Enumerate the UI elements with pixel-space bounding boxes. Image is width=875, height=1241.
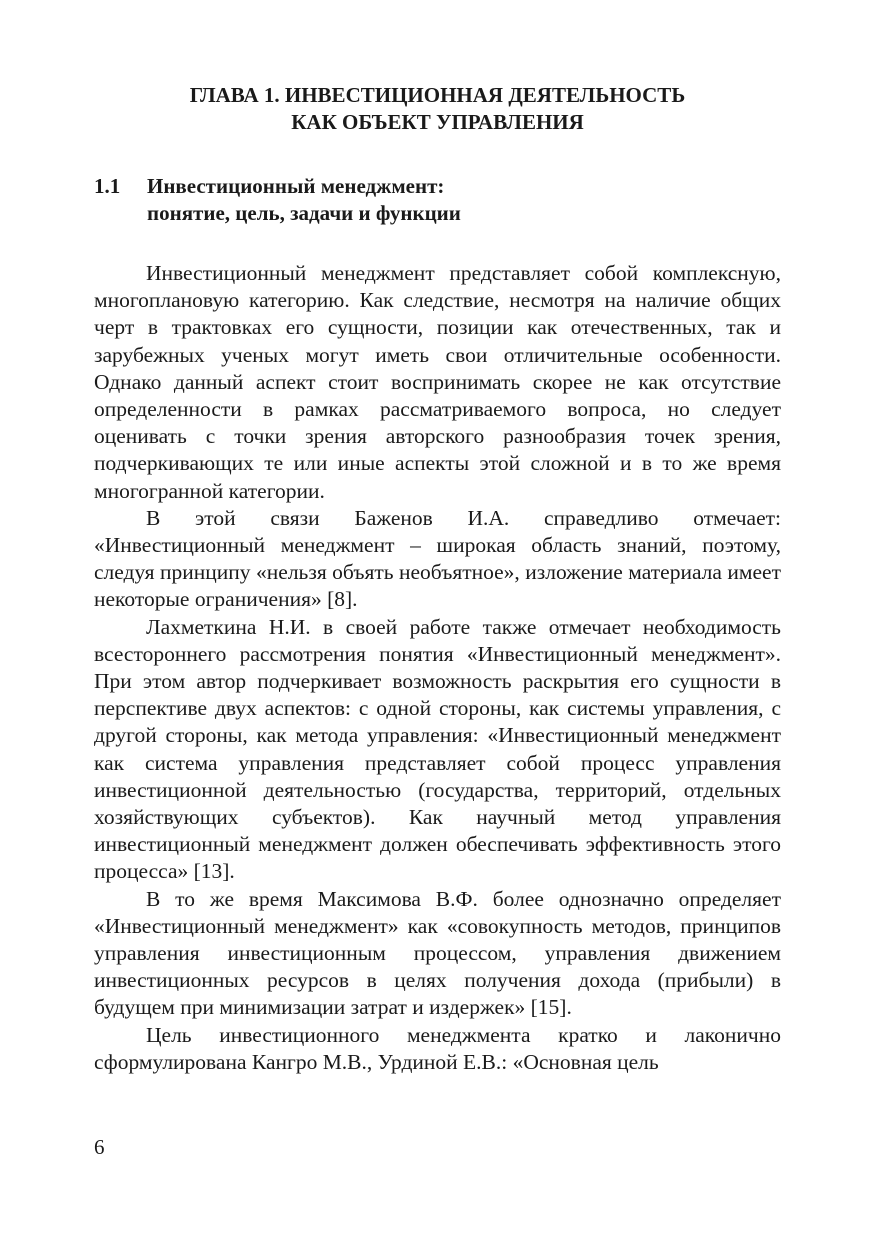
page-number: 6	[94, 1135, 105, 1159]
section-title-line-1: Инвестиционный менеджмент:	[147, 174, 445, 198]
paragraph-1: Инвестиционный менеджмент представляет собой комплексную, многоплановую категорию. Как следствие, несмотря на наличие общих черт в трактовках его сущности, позиции как отечественных, так и зарубежных ученых могут иметь свои отличительные особенности. Однако данный аспект стоит воспринимать скорее не как отсутствие определенности в рамках рассматриваемого вопроса, но следует оценивать с точки зрения авторского разнообразия точек зрения, подчеркивающих те или иные аспекты этой сложной и в то же время многогранной категории.	[94, 261, 781, 503]
chapter-title-line-2: КАК ОБЪЕКТ УПРАВЛЕНИЯ	[291, 110, 584, 134]
paragraph-2: В этой связи Баженов И.А. справедливо отмечает: «Инвестиционный менеджмент – широкая область знаний, поэтому, следуя принципу «нельзя объять необъятное», изложение материала имеет некоторые ограничения» [8].	[94, 505, 781, 612]
paragraph-5: Цель инвестиционного менеджмента кратко и лаконично сформулирована Кангро М.В., Урдиной Е.В.: «Основная цель	[94, 1022, 781, 1074]
page-content	[94, 82, 781, 1076]
section-title	[147, 173, 461, 227]
section-number: 1.1	[94, 174, 121, 198]
section-title-line-2: понятие, цель, задачи и функции	[147, 201, 461, 225]
chapter-title	[94, 82, 781, 136]
body-text	[94, 260, 781, 1076]
chapter-title-line-1: ГЛАВА 1. ИНВЕСТИЦИОННАЯ ДЕЯТЕЛЬНОСТЬ	[189, 83, 686, 107]
paragraph-3: Лахметкина Н.И. в своей работе также отмечает необходимость всестороннего рассмотрения понятия «Инвестиционный менеджмент». При этом автор подчеркивает возможность раскрытия его сущности в перспективе двух аспектов: с одной стороны, как системы управления, с другой стороны, как метода управления: «Инвестиционный менеджмент как система управления представляет собой процесс управления инвестиционной деятельностью (государства, территорий, отдельных хозяйствующих субъектов). Как научный метод управления инвестиционный менеджмент должен обеспечивать эффективность этого процесса» [13].	[94, 614, 781, 884]
paragraph-4: В то же время Максимова В.Ф. более однозначно определяет «Инвестиционный менеджмент» как «совокупность методов, принципов управления инвестиционным процессом, управления движением инвестиционных ресурсов в целях получения дохода (прибыли) в будущем при минимизации затрат и издержек» [15].	[94, 886, 781, 1020]
section-heading	[94, 173, 781, 227]
